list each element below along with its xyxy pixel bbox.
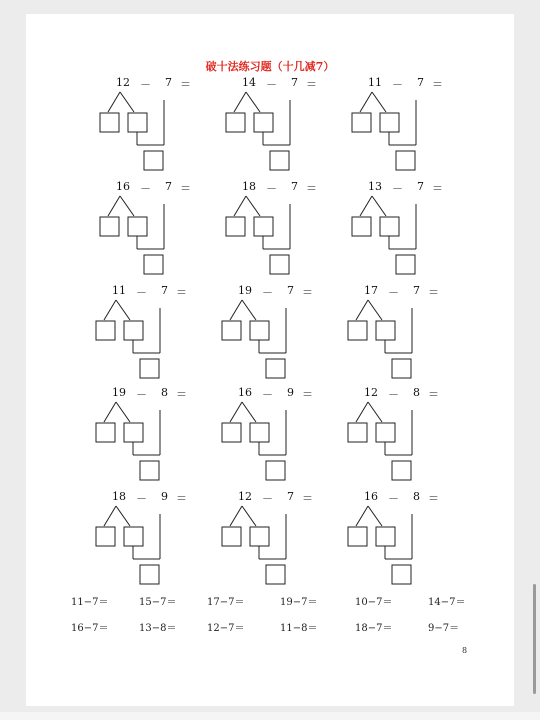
split-line-right <box>246 92 260 112</box>
problem-equation <box>98 76 218 90</box>
problem-equation <box>220 490 340 504</box>
answer-box-result[interactable] <box>266 461 285 480</box>
subtraction-problem <box>224 76 344 176</box>
answer-box-ones[interactable] <box>250 423 269 442</box>
split-line-left <box>356 402 368 422</box>
answer-box-ten[interactable] <box>352 217 371 236</box>
minuend: 19 <box>112 386 126 399</box>
equals-sign: ＝ <box>306 78 317 91</box>
answer-box-ones[interactable] <box>250 321 269 340</box>
split-line-right <box>242 506 256 526</box>
equals-sign: ＝ <box>176 492 187 505</box>
oral-exercise-item: 15−7＝ <box>139 597 177 608</box>
page-number: 8 <box>462 646 468 655</box>
equals-sign: ＝ <box>428 388 439 401</box>
split-line-left <box>360 196 372 216</box>
minus-sign: － <box>388 286 399 299</box>
break-ten-diagram <box>98 194 178 278</box>
problem-equation <box>224 180 344 194</box>
subtraction-problem <box>94 386 214 486</box>
answer-box-ten[interactable] <box>348 423 367 442</box>
split-line-right <box>116 506 130 526</box>
answer-box-ones[interactable] <box>380 113 399 132</box>
minus-sign: － <box>136 492 147 505</box>
bottom-edge <box>0 712 540 720</box>
answer-box-result[interactable] <box>396 255 415 274</box>
answer-box-result[interactable] <box>144 255 163 274</box>
subtraction-problem <box>98 180 218 280</box>
answer-box-ten[interactable] <box>348 321 367 340</box>
subtraction-problem <box>220 284 340 384</box>
problem-equation <box>98 180 218 194</box>
minus-sign: － <box>136 388 147 401</box>
subtrahend: 9 <box>287 386 294 399</box>
equals-sign: ＝ <box>302 388 313 401</box>
answer-box-result[interactable] <box>140 461 159 480</box>
worksheet-title: 破十法练习题（十几减7） <box>205 60 335 73</box>
answer-box-result[interactable] <box>266 359 285 378</box>
equals-sign: ＝ <box>180 78 191 91</box>
equals-sign: ＝ <box>432 78 443 91</box>
minuend: 12 <box>116 76 130 89</box>
split-line-right <box>120 196 134 216</box>
split-line-left <box>360 92 372 112</box>
oral-exercise-item: 9−7＝ <box>428 623 460 634</box>
subtrahend: 7 <box>287 490 294 503</box>
answer-box-result[interactable] <box>396 151 415 170</box>
subtraction-problem <box>94 284 214 384</box>
minuend: 11 <box>112 284 126 297</box>
oral-exercise-item: 14−7＝ <box>428 597 466 608</box>
subtrahend: 7 <box>165 76 172 89</box>
minuend: 12 <box>238 490 252 503</box>
answer-box-ones[interactable] <box>380 217 399 236</box>
split-line-right <box>116 300 130 320</box>
subtrahend: 7 <box>287 284 294 297</box>
minus-sign: － <box>266 182 277 195</box>
answer-box-ones[interactable] <box>124 321 143 340</box>
split-line-right <box>246 196 260 216</box>
problem-equation <box>94 490 214 504</box>
problem-equation <box>220 386 340 400</box>
minus-sign: － <box>140 182 151 195</box>
oral-exercise-item: 11−8＝ <box>280 623 318 634</box>
answer-box-ones[interactable] <box>254 113 273 132</box>
split-line-left <box>104 402 116 422</box>
oral-exercise-item: 19−7＝ <box>280 597 318 608</box>
minus-sign: － <box>262 388 273 401</box>
problem-equation <box>346 490 466 504</box>
split-line-right <box>116 402 130 422</box>
subtrahend: 8 <box>413 386 420 399</box>
answer-box-result[interactable] <box>392 461 411 480</box>
split-line-right <box>368 300 382 320</box>
subtrahend: 8 <box>413 490 420 503</box>
minuend: 19 <box>238 284 252 297</box>
equals-sign: ＝ <box>302 492 313 505</box>
oral-exercise-item: 12−7＝ <box>207 623 245 634</box>
answer-box-ones[interactable] <box>376 321 395 340</box>
answer-box-ten[interactable] <box>226 217 245 236</box>
split-line-left <box>230 300 242 320</box>
subtrahend: 7 <box>161 284 168 297</box>
minus-sign: － <box>388 492 399 505</box>
minus-sign: － <box>136 286 147 299</box>
answer-box-ten[interactable] <box>100 113 119 132</box>
subtraction-problem <box>220 490 340 590</box>
break-ten-diagram <box>224 90 304 174</box>
split-line-left <box>104 506 116 526</box>
answer-box-ten[interactable] <box>352 113 371 132</box>
answer-box-result[interactable] <box>140 565 159 584</box>
subtrahend: 8 <box>161 386 168 399</box>
split-line-right <box>242 402 256 422</box>
minus-sign: － <box>388 388 399 401</box>
minuend: 12 <box>364 386 378 399</box>
split-line-right <box>368 506 382 526</box>
subtrahend: 9 <box>161 490 168 503</box>
subtrahend: 7 <box>165 180 172 193</box>
answer-box-ones[interactable] <box>250 527 269 546</box>
break-ten-diagram <box>220 400 300 484</box>
break-ten-diagram <box>346 298 426 382</box>
split-line-left <box>234 92 246 112</box>
oral-exercise-item: 11−7＝ <box>71 597 109 608</box>
break-ten-diagram <box>350 194 430 278</box>
oral-exercise-item: 13−8＝ <box>139 623 177 634</box>
answer-box-result[interactable] <box>266 565 285 584</box>
split-line-left <box>356 300 368 320</box>
subtrahend: 7 <box>291 76 298 89</box>
split-line-left <box>234 196 246 216</box>
split-line-left <box>108 196 120 216</box>
equals-sign: ＝ <box>306 182 317 195</box>
oral-exercise-item: 18−7＝ <box>355 623 393 634</box>
problem-equation <box>224 76 344 90</box>
equals-sign: ＝ <box>176 286 187 299</box>
answer-box-ten[interactable] <box>100 217 119 236</box>
subtraction-problem <box>94 490 214 590</box>
problem-equation <box>346 284 466 298</box>
minus-sign: － <box>262 492 273 505</box>
scrollbar-thumb[interactable] <box>533 584 536 694</box>
break-ten-diagram <box>94 504 174 588</box>
problem-equation <box>350 180 470 194</box>
answer-box-result[interactable] <box>144 151 163 170</box>
break-ten-diagram <box>346 504 426 588</box>
split-line-right <box>368 402 382 422</box>
minus-sign: － <box>140 78 151 91</box>
equals-sign: ＝ <box>428 286 439 299</box>
answer-box-result[interactable] <box>392 359 411 378</box>
oral-exercise-item: 16−7＝ <box>71 623 109 634</box>
answer-box-ten[interactable] <box>96 321 115 340</box>
answer-box-ten[interactable] <box>222 423 241 442</box>
subtrahend: 7 <box>417 76 424 89</box>
oral-exercise-item: 10−7＝ <box>355 597 393 608</box>
answer-box-ones[interactable] <box>124 527 143 546</box>
answer-box-ones[interactable] <box>128 217 147 236</box>
answer-box-result[interactable] <box>392 565 411 584</box>
answer-box-result[interactable] <box>270 151 289 170</box>
minuend: 17 <box>364 284 378 297</box>
answer-box-ones[interactable] <box>128 113 147 132</box>
split-line-left <box>230 402 242 422</box>
problem-equation <box>94 386 214 400</box>
minuend: 16 <box>364 490 378 503</box>
answer-box-ten[interactable] <box>222 527 241 546</box>
subtraction-problem <box>346 386 466 486</box>
answer-box-ten[interactable] <box>222 321 241 340</box>
break-ten-diagram <box>220 504 300 588</box>
answer-box-ones[interactable] <box>376 527 395 546</box>
split-line-right <box>372 92 386 112</box>
answer-box-ten[interactable] <box>96 423 115 442</box>
worksheet-page <box>26 14 514 706</box>
answer-box-ones[interactable] <box>376 423 395 442</box>
minuend: 16 <box>238 386 252 399</box>
problem-equation <box>350 76 470 90</box>
split-line-right <box>242 300 256 320</box>
equals-sign: ＝ <box>432 182 443 195</box>
equals-sign: ＝ <box>302 286 313 299</box>
minuend: 16 <box>116 180 130 193</box>
split-line-right <box>372 196 386 216</box>
equals-sign: ＝ <box>180 182 191 195</box>
minus-sign: － <box>262 286 273 299</box>
minus-sign: － <box>392 182 403 195</box>
minuend: 18 <box>112 490 126 503</box>
break-ten-diagram <box>98 90 178 174</box>
subtraction-problem <box>350 76 470 176</box>
break-ten-diagram <box>220 298 300 382</box>
answer-box-result[interactable] <box>140 359 159 378</box>
minuend: 14 <box>242 76 256 89</box>
subtraction-problem <box>346 284 466 384</box>
break-ten-diagram <box>224 194 304 278</box>
split-line-right <box>120 92 134 112</box>
break-ten-diagram <box>94 400 174 484</box>
answer-box-result[interactable] <box>270 255 289 274</box>
subtraction-problem <box>224 180 344 280</box>
problem-equation <box>346 386 466 400</box>
minus-sign: － <box>392 78 403 91</box>
break-ten-diagram <box>350 90 430 174</box>
break-ten-diagram <box>346 400 426 484</box>
equals-sign: ＝ <box>176 388 187 401</box>
minuend: 18 <box>242 180 256 193</box>
answer-box-ten[interactable] <box>226 113 245 132</box>
split-line-left <box>230 506 242 526</box>
split-line-left <box>356 506 368 526</box>
subtraction-problem <box>346 490 466 590</box>
equals-sign: ＝ <box>428 492 439 505</box>
subtrahend: 7 <box>417 180 424 193</box>
split-line-left <box>104 300 116 320</box>
minuend: 11 <box>368 76 382 89</box>
problem-equation <box>94 284 214 298</box>
answer-box-ones[interactable] <box>254 217 273 236</box>
minuend: 13 <box>368 180 382 193</box>
subtrahend: 7 <box>291 180 298 193</box>
problem-equation <box>220 284 340 298</box>
minus-sign: － <box>266 78 277 91</box>
subtraction-problem <box>220 386 340 486</box>
subtrahend: 7 <box>413 284 420 297</box>
answer-box-ten[interactable] <box>96 527 115 546</box>
oral-exercise-item: 17−7＝ <box>207 597 245 608</box>
subtraction-problem <box>350 180 470 280</box>
answer-box-ten[interactable] <box>348 527 367 546</box>
split-line-left <box>108 92 120 112</box>
break-ten-diagram <box>94 298 174 382</box>
subtraction-problem <box>98 76 218 176</box>
answer-box-ones[interactable] <box>124 423 143 442</box>
